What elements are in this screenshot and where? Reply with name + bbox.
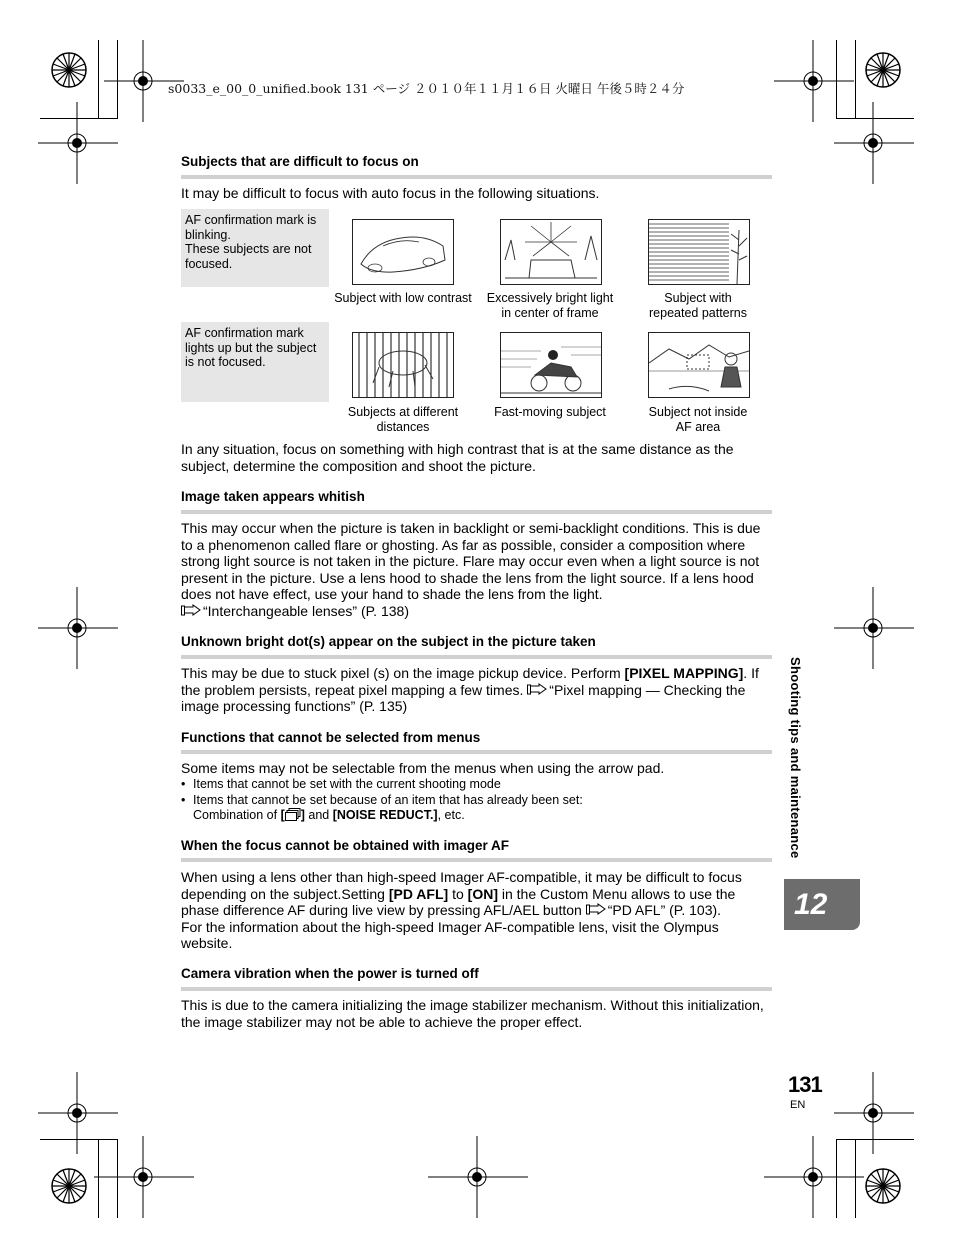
caption-line: Subject with (664, 291, 732, 305)
chapter-side-label: Shooting tips and maintenance (788, 657, 803, 859)
section-rule (181, 510, 772, 514)
crosshair-mark (824, 587, 924, 669)
caption-bright-light (476, 291, 624, 320)
caption-fast-moving (476, 405, 624, 420)
focus-conclusion: In any situation, focus on something with high contrast that is at the same distance as the subject, determine the composition and shoot the picture. (181, 441, 734, 474)
repeated-patterns-illustration (648, 219, 750, 285)
outside-af-illustration (648, 332, 750, 398)
section-rule (181, 858, 772, 862)
caption-line: distances (376, 419, 430, 434)
chapter-tab (784, 879, 860, 930)
caption-line: Subjects at different (347, 405, 459, 419)
starburst-mark-bottom-right (864, 1167, 902, 1205)
caption-line: Excessively bright light (486, 291, 614, 305)
crosshair-mark (764, 1136, 864, 1218)
bullet-text: and (304, 808, 333, 822)
af-blinking-line-2: These subjects are not focused. (185, 242, 312, 271)
crosshair-mark (428, 1136, 528, 1218)
whitish-ref-link[interactable]: “Interchangeable lenses” (P. 138) (203, 602, 409, 619)
caption-repeated-patterns (624, 291, 772, 320)
af-lit-line-1: AF confirmation mark lights up but the subject is not focused. (185, 326, 317, 369)
caption-line: Subject not inside (648, 405, 748, 419)
bullet-text: Combination of (193, 808, 281, 822)
reference-icon (527, 682, 549, 699)
imager-af-text-4: For the information about the high-speed Imager AF-compatible lens, visit the Olympus website. (181, 918, 719, 952)
crosshair-mark (94, 1136, 194, 1218)
caption-line: in center of frame (501, 305, 599, 320)
af-blinking-box (181, 209, 329, 287)
imager-af-text-3: in the Custom Menu allows to use the phase difference AF during live view by pressing AFL/AEL button (181, 885, 736, 919)
bullet-text: Items that cannot be set because of an item that has already been set: (193, 792, 583, 807)
print-header: s0033_e_00_0_unified.book 131 ページ ２０１０年１１月１６日 火曜日 午後５時２４分 (168, 81, 685, 96)
bullet-text: Items that cannot be set with the current shooting mode (193, 777, 501, 791)
page-language: EN (790, 1099, 806, 1111)
caption-different-distances (329, 405, 477, 434)
section-title-focus: Subjects that are difficult to focus on (181, 154, 419, 169)
section-title-bright-dots: Unknown bright dot(s) appear on the subject in the picture taken (181, 634, 596, 649)
list-item: • Items that cannot be set with the current shooting mode (181, 777, 501, 791)
caption-line: Fast-moving subject (494, 405, 606, 419)
chapter-number: 12 (794, 888, 828, 921)
starburst-mark-bottom-left (50, 1167, 88, 1205)
af-lit-box (181, 322, 329, 402)
section-rule (181, 750, 772, 754)
caption-line: Subject with low contrast (334, 291, 472, 305)
list-item: • Items that cannot be set because of an item that has already been set: Combination of [ ] and [NOISE REDUCT.], etc. (181, 793, 773, 826)
fast-moving-illustration (500, 332, 602, 398)
reference-icon (181, 603, 203, 620)
caption-line: AF area (675, 419, 721, 434)
reference-icon (586, 902, 608, 919)
bright-dots-text-2: . If the problem persists, repeat pixel mapping a few times. (181, 665, 759, 698)
menus-bullet-list (181, 777, 773, 826)
noise-reduct-label: [NOISE REDUCT.] (332, 808, 438, 822)
crosshair-mark (28, 587, 128, 669)
caption-outside-af (624, 405, 772, 434)
section-rule (181, 655, 772, 659)
af-blinking-line-1: AF confirmation mark is blinking. (185, 213, 317, 242)
page-number: 131 (788, 1072, 822, 1097)
imager-af-ref-link[interactable]: “PD AFL” (P. 103). (607, 902, 722, 919)
crosshair-mark (28, 102, 128, 184)
whitish-text: This may occur when the picture is taken in backlight or semi-backlight conditions. This is due to a phenomenon called flare or ghosting. As far as possible, consider a composition where strong light source is not taken in the picture. Flare may occur even when a light source is not present in the picture. Use a lens hood to shade the lens from the light source. If a lens hood does not have effect, use your hand to shade the lens from the light. (181, 520, 761, 603)
menus-body: Some items may not be selectable from the menus when using the arrow pad. (181, 760, 665, 776)
focus-intro: It may be difficult to focus with auto focus in the following situations. (181, 185, 600, 201)
section-rule (181, 987, 772, 991)
on-label: [ON] (467, 885, 498, 902)
caption-line: repeated patterns (649, 305, 747, 320)
pd-afl-label: [PD AFL] (388, 885, 449, 902)
bright-dots-text-1: This may be due to stuck pixel (s) on the image pickup device. Perform (181, 665, 625, 681)
imager-af-text-1: When using a lens other than high-speed Imager AF-compatible, it may be difficult to focus depending on the subject.Setting (181, 869, 742, 902)
section-title-whitish: Image taken appears whitish (181, 489, 365, 504)
section-title-imager-af: When the focus cannot be obtained with imager AF (181, 838, 510, 853)
imager-af-body (181, 869, 773, 952)
pixel-mapping-label: [PIXEL MAPPING] (624, 665, 744, 681)
section-rule (181, 175, 772, 179)
imager-af-text-2: to (448, 885, 468, 902)
bright-dots-body (181, 665, 773, 715)
bullet-text: , etc. (437, 808, 465, 822)
caption-low-contrast (329, 291, 477, 306)
starburst-mark-top-right (864, 51, 902, 89)
whitish-body (181, 520, 773, 620)
bright-dots-ref-link[interactable]: “Pixel mapping — Checking the image processing functions” (P. 135) (181, 681, 746, 715)
section-title-menus: Functions that cannot be selected from menus (181, 730, 481, 745)
crosshair-mark (824, 102, 924, 184)
low-contrast-illustration (352, 219, 454, 285)
section-title-vibration: Camera vibration when the power is turned off (181, 966, 479, 981)
starburst-mark-top-left (50, 51, 88, 89)
different-distances-illustration (352, 332, 454, 398)
vibration-body: This is due to the camera initializing the image stabilizer mechanism. Without this initialization, the image stabilizer may not be able to achieve the proper effect. (181, 997, 764, 1030)
sequential-shooting-icon (285, 808, 301, 826)
bright-light-illustration (500, 219, 602, 285)
